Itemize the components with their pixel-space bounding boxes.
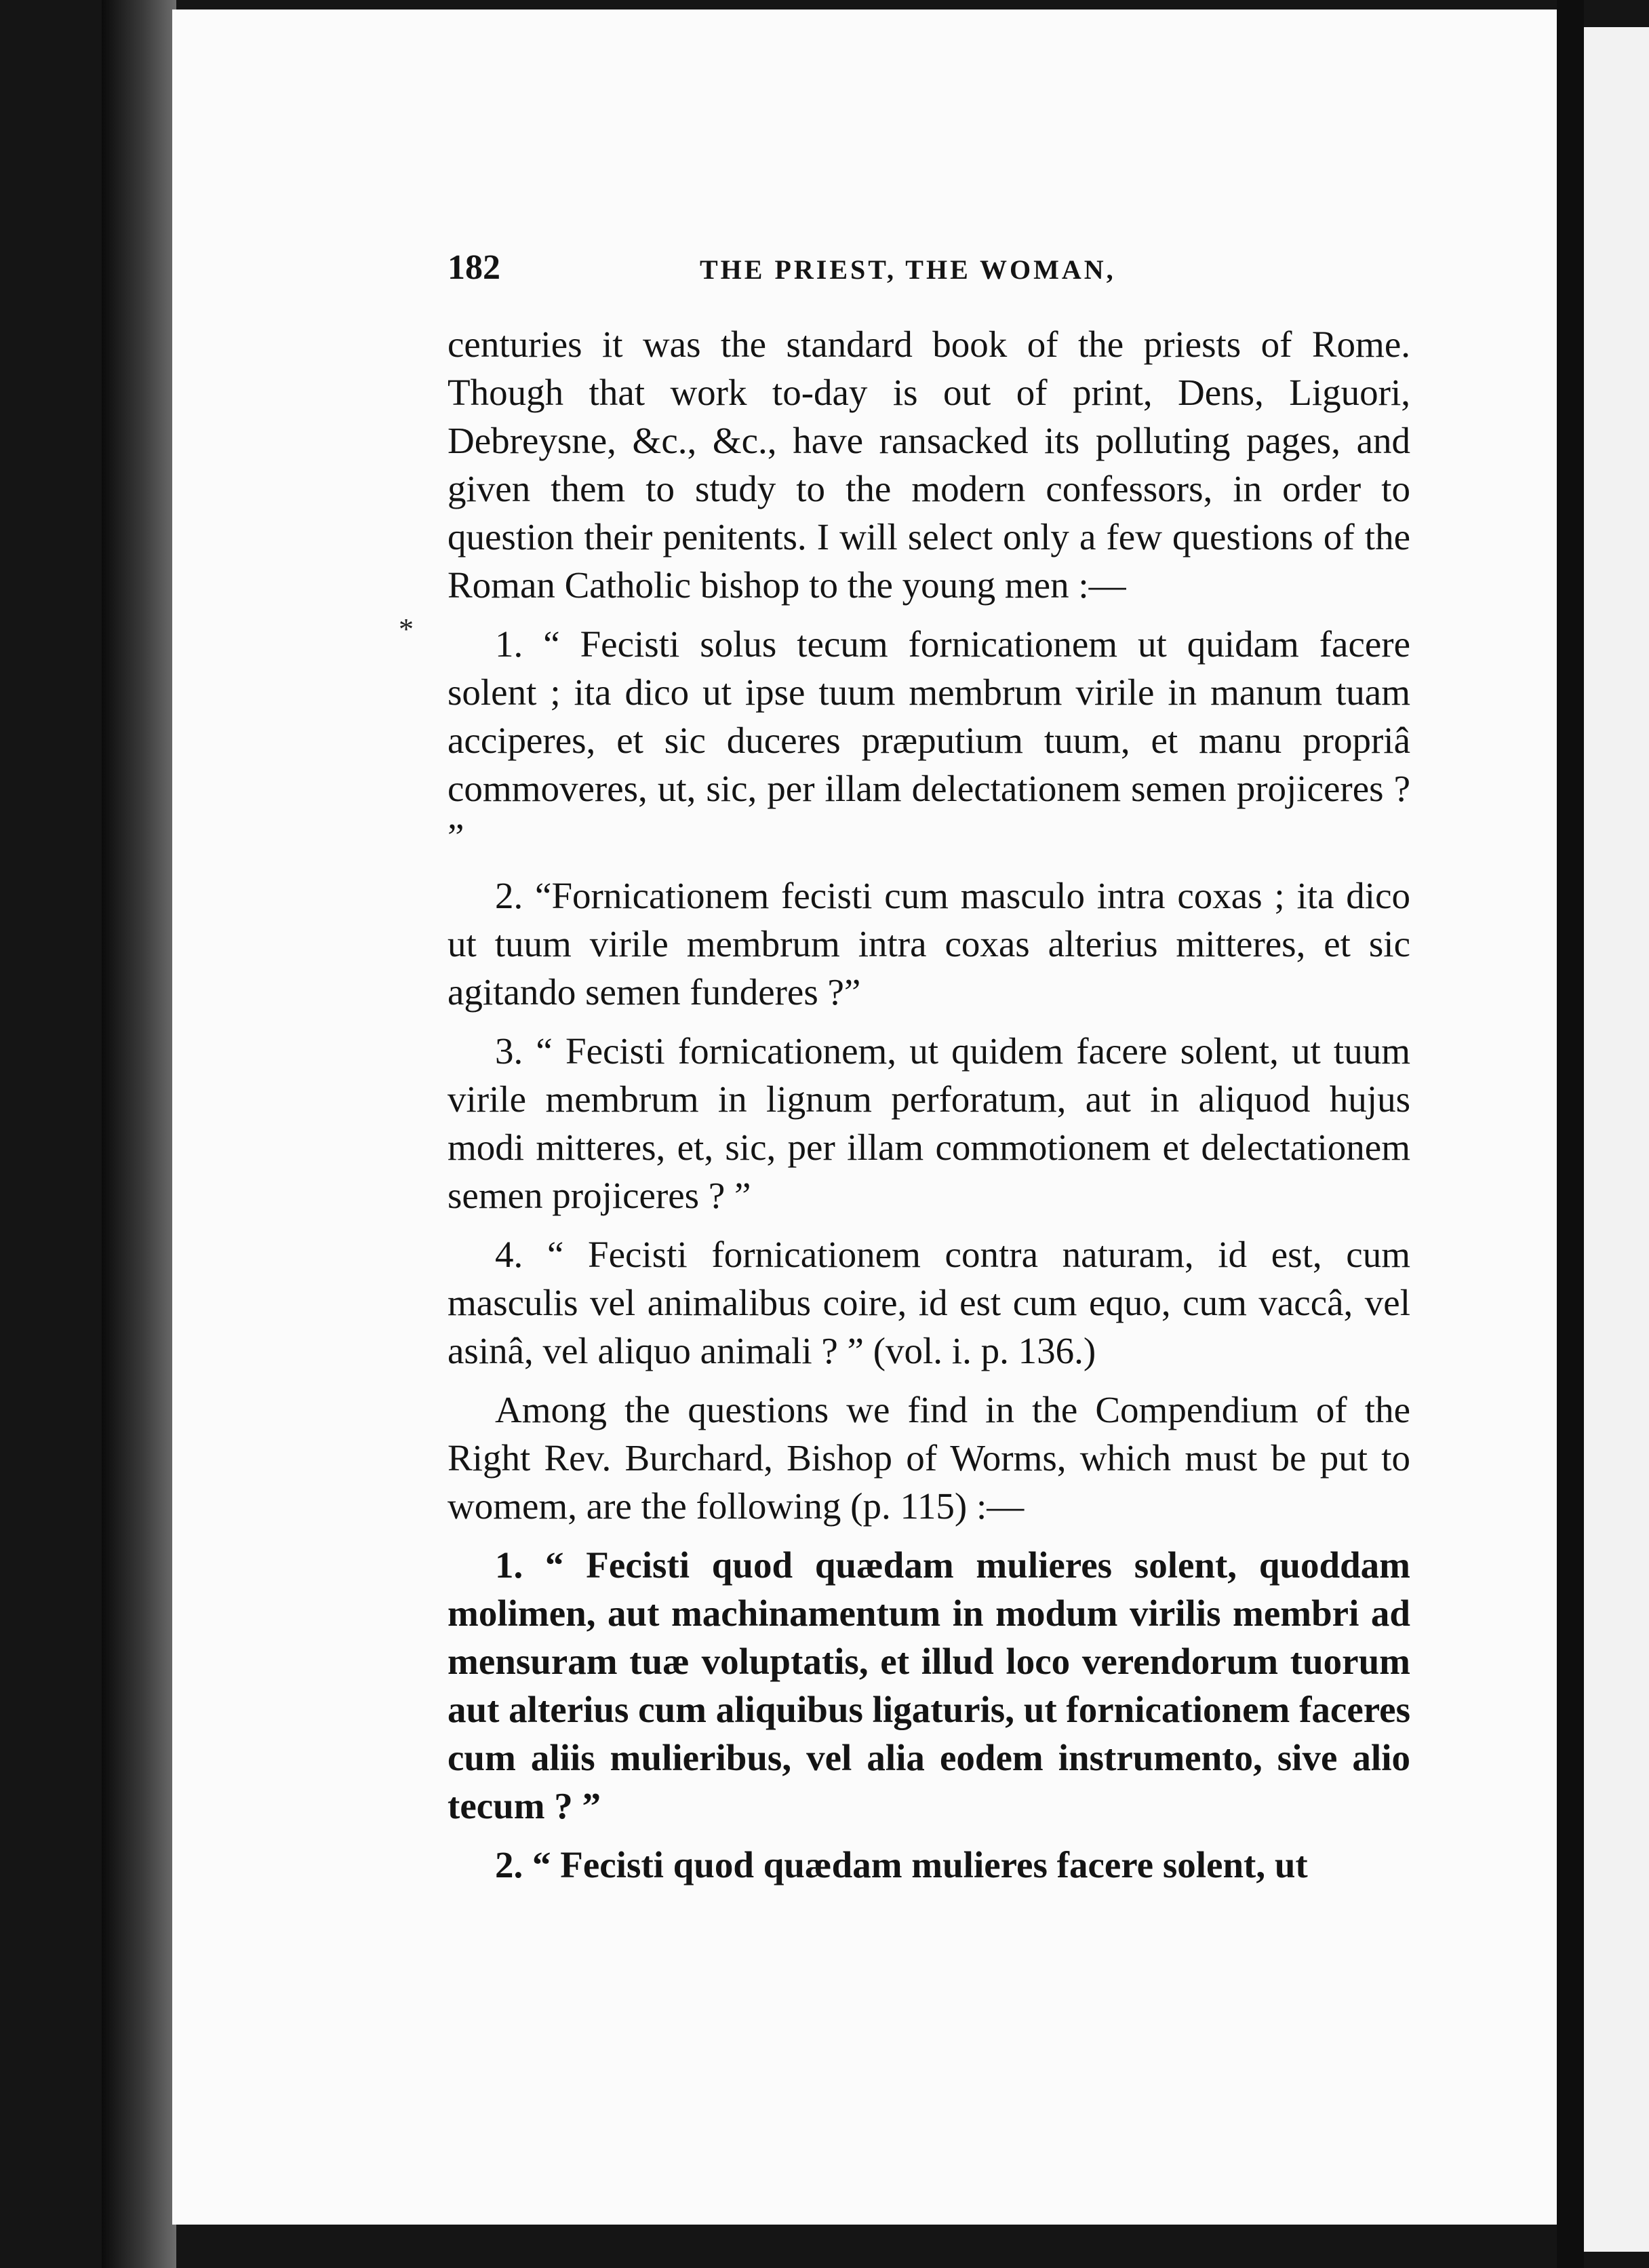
page-header [448,244,1410,292]
facing-page-edge [1584,27,1649,2252]
body-text [448,320,1410,1889]
question-item-2: 2. “Fornicationem fecisti cum masculo intra coxas ; ita dico ut tuum virile membrum intra coxas alterius mitteres, et sic agitando semen funderes ?” [448,875,1410,1013]
running-head: THE PRIEST, THE WOMAN, [700,254,1116,285]
binding-gutter-shadow [102,0,176,2268]
paragraph-burchard: Among the questions we find in the Compendium of the Right Rev. Burchard, Bishop of Worms, which must be put to womem, are the following (p. 115) :— [448,1389,1410,1527]
women-question-item-2: 2. “ Fecisti quod quædam mulieres facere solent, ut [495,1844,1308,1885]
page-edge-dark [1557,0,1584,2268]
page-number: 182 [448,248,500,287]
question-item-3: 3. “ Fecisti fornicationem, ut quidem facere solent, ut tuum virile membrum in lignum perforatum, aut in aliquod hujus modi mitteres, et, sic, per illam commotionem et delectationem semen projiceres ? ” [448,1030,1410,1216]
women-question-item-1: 1. “ Fecisti quod quædam mulieres solent, quoddam molimen, aut machinamentum in modum virilis membri ad mensuram tuæ voluptatis, et illud loco verendorum tuorum aut alterius cum aliquibus ligaturis, ut fornicationem faceres cum aliis mulieribus, vel alia eodem instrumento, sive alio tecum ? ” [448,1544,1410,1826]
question-item-4: 4. “ Fecisti fornicationem contra naturam, id est, cum masculis vel animalibus coire, id est cum equo, cum vaccâ, vel asinâ, vel aliquo animali ? ” (vol. i. p. 136.) [448,1234,1410,1371]
margin-asterisk: * [399,612,414,646]
question-item-1: 1. “ Fecisti solus tecum fornicationem ut quidam facere solent ; ita dico ut ipse tuum membrum virile in manum tuam acciperes, et sic duceres præputium tuum, et manu propriâ commoveres, ut, sic, per illam delectationem semen projiceres ? ” [448,623,1410,857]
paragraph-intro: centuries it was the standard book of the priests of Rome. Though that work to-day is out of print, Dens, Liguori, Debreysne, &c., &c., have ransacked its polluting pages, and given them to study to the modern confessors, in order to question their penitents. I will select only a few questions of the Roman Catholic bishop to the young men :— [448,324,1410,606]
